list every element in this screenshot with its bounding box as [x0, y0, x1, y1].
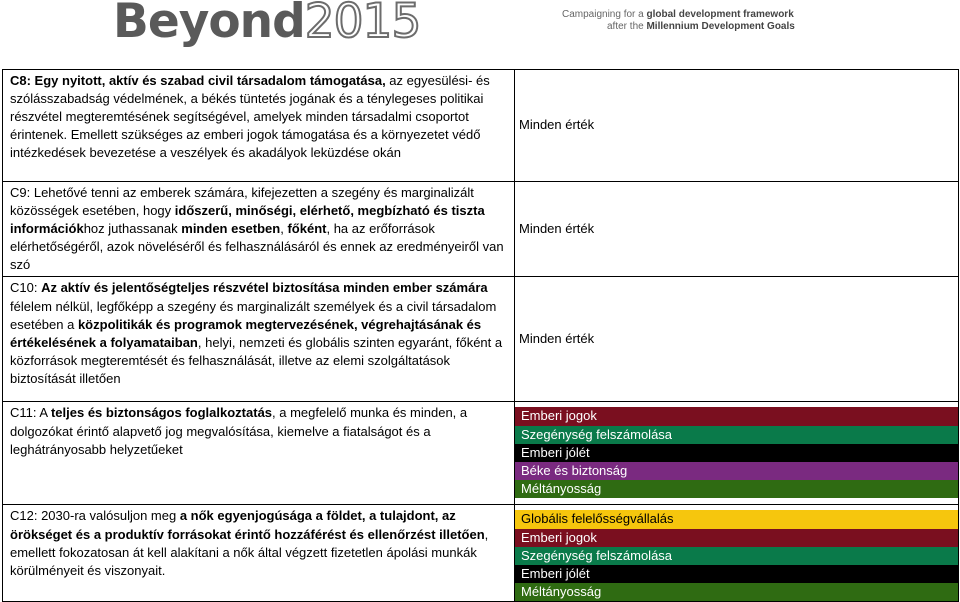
value-label: Minden érték [519, 221, 595, 237]
value-tag: Globális felelősségvállalás [515, 510, 958, 528]
text-segment: C11: A [10, 405, 51, 421]
value-tag: Méltányosság [515, 480, 958, 498]
bold-text-segment: főként [287, 221, 327, 237]
bold-text-segment: közpolitikák és programok megtervezésének, végrehajtásának és értékelésének a folyamataiban [10, 316, 482, 350]
table-row [3, 182, 959, 277]
logo-year: 2015 [304, 0, 421, 49]
value-cell [515, 277, 959, 402]
table-row [3, 505, 959, 601]
text-segment: C10: [10, 280, 42, 296]
value-tag: Méltányosság [515, 583, 958, 601]
bold-text-segment: teljes és biztonságos foglalkoztatás [50, 405, 273, 421]
value-cell [515, 70, 959, 182]
table-row [3, 402, 959, 505]
bold-text-segment: Az aktív és jelentőségteljes részvétel biztosítása minden ember számára [41, 280, 488, 296]
text-segment: hoz juthassanak [83, 221, 182, 237]
commitment-text-cell [3, 505, 515, 601]
value-tags-cell [515, 402, 959, 505]
table-row [3, 277, 959, 402]
header-tagline [562, 9, 795, 33]
commitments-table-body [3, 70, 959, 602]
tagline-line2-prefix: after the [607, 21, 647, 32]
text-segment: , emellett fokozatosan át kell alakítani a nők által végzett fizetetlen ápolási munkák körülményeit és viszonyait. [10, 526, 489, 578]
text-segment: az egyesülési- és szólásszabadság védelmének, a békés tüntetés jogának és a ténylegeses politikai részvétel megteremtésének segítségével, amelyek minden társadalmi csoportot érintenek. [10, 73, 490, 143]
commitments-table [2, 69, 959, 602]
commitment-text-cell [3, 277, 515, 402]
tagline-prefix: Campaigning for a [562, 9, 647, 20]
text-segment: , helyi, nemzeti és globális szinten egyaránt, főként a közforrások megteremtését és felhasználását, illetve az elemi szolgáltatások biztosítását illetően [10, 334, 503, 386]
tagline-line2-bold: Millennium Development Goals [646, 21, 795, 32]
bold-text-segment: a nők egyenjogúsága a földet, a tulajdont, az örökséget és a produktív forrásokat érintő hozzáférést és ellenőrzést illetően [10, 508, 485, 542]
value-tag: Szegénység felszámolása [515, 547, 958, 565]
text-segment: , a megfelelő munka és minden, a dolgozókat érintő alapvető jog megvalósítása, kiemelve a fiatalságot és a leghátrányosabb helyzetűeket [10, 405, 468, 457]
value-label: Minden érték [519, 117, 595, 133]
text-segment: Emellett szükséges az emberi jogok támogatása és a környezetet védő intézkedések bevezetése a veszélyek és akadályok leküzdése okán [10, 127, 481, 161]
value-tags-cell [515, 505, 959, 601]
tagline-bold: global development framework [646, 9, 794, 20]
bold-text-segment: időszerű, minőségi, elérhető, megbízható és tiszta információk [10, 203, 485, 237]
commitment-text-cell [3, 70, 515, 182]
beyond2015-logo [113, 0, 421, 49]
value-tag: Szegénység felszámolása [515, 426, 958, 444]
text-segment: , [280, 221, 288, 237]
value-tag: Emberi jogok [515, 529, 958, 547]
text-segment: C12: 2030-ra valósuljon meg [10, 508, 180, 524]
text-segment: félelem nélkül, legfőképp a szegény és marginalizált személyek és a civil társadalom esetében a [10, 298, 497, 332]
value-cell [515, 182, 959, 277]
commitment-text-cell [3, 182, 515, 277]
text-segment: C9: Lehetővé tenni az emberek számára, kifejezetten a szegény és marginalizált közösségek esetében, hogy [10, 185, 474, 219]
commitment-text-cell [3, 402, 515, 505]
value-label: Minden érték [519, 331, 595, 347]
text-segment: , ha az erőforrások elérhetőségéről, azok növeléséről és felhasználásáról és ennek az eredményeiről van szó [10, 221, 504, 273]
value-tag: Emberi jólét [515, 565, 958, 583]
table-row [3, 70, 959, 182]
value-tag: Béke és biztonság [515, 462, 958, 480]
logo-word: Beyond [113, 0, 305, 49]
value-tag: Emberi jogok [515, 407, 958, 425]
value-tag: Emberi jólét [515, 444, 958, 462]
bold-text-segment: minden esetben [181, 221, 281, 237]
bold-text-segment: C8: Egy nyitott, aktív és szabad civil társadalom támogatása, [10, 73, 386, 88]
